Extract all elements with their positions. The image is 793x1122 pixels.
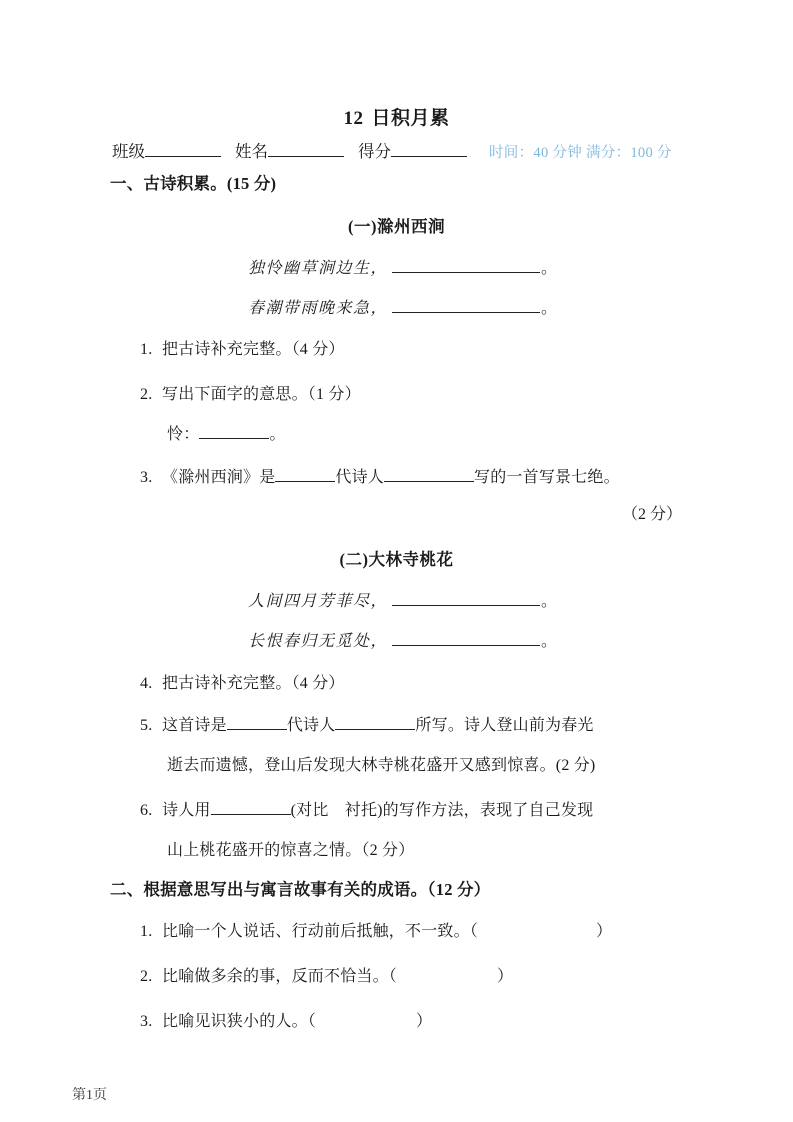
question-text-pre: 《滁州西涧》是 [162, 469, 276, 486]
poem-blank[interactable] [392, 312, 540, 313]
class-label: 班级 [112, 142, 145, 161]
section-heading-1: 一、古诗积累。(15 分) [110, 174, 277, 193]
question-text-post: 写的一首写景七绝。 [474, 469, 620, 486]
question-item [140, 336, 345, 359]
definition-word: 怜： [167, 426, 200, 443]
poem-blank[interactable] [392, 272, 540, 273]
poem-line-period: 。 [541, 633, 558, 650]
poem-heading-1: (一)滁州西涧 [348, 217, 445, 236]
question-item [140, 797, 593, 820]
page-footer: 第1页 [72, 1088, 107, 1103]
score-blank[interactable] [391, 156, 467, 157]
question-index: 3. [140, 1013, 153, 1030]
question-text-mid: 代诗人 [335, 469, 385, 486]
question-text: 把古诗补充完整。（4 分） [162, 675, 345, 692]
question-text: 把古诗补充完整。（4 分） [162, 341, 345, 358]
page-title [0, 103, 793, 130]
question-paren-close: ） [416, 1013, 433, 1030]
exam-info: 时间：40 分钟 满分：100 分 [489, 145, 672, 161]
question-index: 1. [140, 341, 153, 358]
question-text: 比喻见识狭小的人。（ [162, 1013, 317, 1030]
definition-period: 。 [269, 426, 286, 443]
page-title-number: 12 [343, 108, 364, 129]
student-meta-row [112, 138, 682, 162]
definition-blank[interactable] [199, 438, 269, 439]
question-text: 写出下面字的意思。（1 分） [162, 386, 361, 403]
question-item [140, 670, 345, 693]
question-item [140, 918, 612, 941]
question-index: 5. [140, 717, 153, 734]
poem-line [248, 295, 557, 318]
question-index: 1. [140, 923, 153, 940]
question-text-pre: 这首诗是 [162, 717, 227, 734]
question-index: 4. [140, 675, 153, 692]
poem-line-period: 。 [541, 300, 558, 317]
question-index: 2. [140, 968, 153, 985]
poet-blank[interactable] [384, 481, 474, 482]
question-item [140, 1008, 432, 1031]
poem-line-period: 。 [541, 593, 558, 610]
dynasty-blank[interactable] [275, 481, 335, 482]
question-item [140, 963, 513, 986]
question-index: 3. [140, 469, 153, 486]
question-item [140, 381, 361, 404]
question-continuation: 逝去而遗憾，登山后发现大林寺桃花盛开又感到惊喜。(2 分) [167, 757, 596, 774]
dynasty-blank[interactable] [227, 729, 287, 730]
name-label: 姓名 [235, 142, 268, 161]
question-text: 比喻一个人说话、行动前后抵触，不一致。（ [162, 923, 479, 940]
question-item [140, 712, 594, 735]
poem-blank[interactable] [392, 605, 540, 606]
question-text-post: 所写。诗人登山前为春光 [415, 717, 594, 734]
poem-line-text: 独怜幽草涧边生， [248, 260, 389, 277]
question-index: 2. [140, 386, 153, 403]
question-index: 6. [140, 802, 153, 819]
question-text-post: (对比 衬托)的写作方法，表现了自己发现 [290, 802, 594, 819]
page-title-text: 日积月累 [371, 108, 450, 129]
poem-line [248, 255, 557, 278]
poem-blank[interactable] [392, 645, 540, 646]
question-text: 比喻做多余的事，反而不恰当。（ [162, 968, 398, 985]
section-heading-2: 二、根据意思写出与寓言故事有关的成语。（12 分） [110, 880, 491, 899]
question-score-note: （2 分） [621, 506, 682, 523]
question-text-mid: 代诗人 [286, 717, 336, 734]
poem-heading-2: (二)大林寺桃花 [339, 550, 454, 569]
poem-line-text: 人间四月芳菲尽， [248, 593, 389, 610]
question-item [140, 464, 620, 487]
poem-line [248, 588, 557, 611]
question-subitem-definition [167, 421, 286, 444]
question-text-pre: 诗人用 [162, 802, 211, 819]
poem-line-text: 春潮带雨晚来急， [248, 300, 389, 317]
poem-line-period: 。 [541, 260, 558, 277]
question-paren-close: ） [497, 968, 514, 985]
score-label: 得分 [358, 142, 391, 161]
question-paren-close: ） [596, 923, 613, 940]
poet-blank[interactable] [335, 729, 415, 730]
name-blank[interactable] [268, 156, 344, 157]
method-blank[interactable] [211, 814, 291, 815]
class-blank[interactable] [145, 156, 221, 157]
poem-line-text: 长恨春归无觅处， [248, 633, 389, 650]
question-continuation: 山上桃花盛开的惊喜之情。（2 分） [167, 842, 415, 859]
poem-line [248, 628, 557, 651]
